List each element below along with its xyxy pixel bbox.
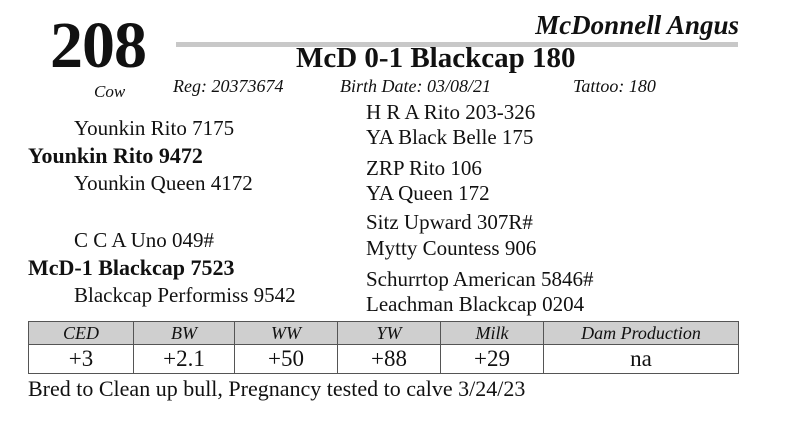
tattoo: Tattoo: 180 — [573, 76, 656, 96]
epd-header-ww: WW — [235, 322, 338, 345]
pedigree-dss: Sitz Upward 307R# — [366, 210, 533, 234]
sex-label: Cow — [94, 82, 126, 101]
pedigree-ssd: YA Black Belle 175 — [366, 125, 534, 149]
epd-header-milk: Milk — [441, 322, 544, 345]
epd-header-ced: CED — [29, 322, 134, 345]
epd-value-row — [29, 345, 739, 374]
pedigree-dam-sire: C C A Uno 049# — [74, 228, 215, 252]
pedigree-dsd: Mytty Countess 906 — [366, 236, 537, 260]
epd-header-dam-production: Dam Production — [544, 322, 739, 345]
epd-header-bw: BW — [134, 322, 235, 345]
epd-table — [28, 321, 739, 374]
epd-value-bw: +2.1 — [134, 345, 235, 374]
epd-value-ww: +50 — [235, 345, 338, 374]
registration-number: Reg: 20373674 — [173, 76, 284, 96]
epd-value-ced: +3 — [29, 345, 134, 374]
epd-header-row — [29, 322, 739, 345]
epd-value-dam-production: na — [544, 345, 739, 374]
lot-number: 208 — [50, 9, 146, 82]
breeder-name: McDonnell Angus — [535, 10, 739, 40]
pedigree-ddd: Leachman Blackcap 0204 — [366, 292, 585, 316]
pedigree-sire-sire: Younkin Rito 7175 — [74, 116, 235, 140]
epd-header-yw: YW — [338, 322, 441, 345]
animal-name: McD 0-1 Blackcap 180 — [296, 42, 576, 74]
pedigree-sdd: YA Queen 172 — [366, 181, 490, 205]
birth-date: Birth Date: 03/08/21 — [340, 76, 491, 96]
pedigree-dam: McD-1 Blackcap 7523 — [28, 255, 235, 280]
pedigree-sds: ZRP Rito 106 — [366, 156, 482, 180]
pedigree-sire-dam: Younkin Queen 4172 — [74, 171, 253, 195]
breeding-note: Bred to Clean up bull, Pregnancy tested to calve 3/24/23 — [28, 376, 526, 401]
pedigree-dds: Schurrtop American 5846# — [366, 267, 594, 291]
epd-value-milk: +29 — [441, 345, 544, 374]
pedigree-sire: Younkin Rito 9472 — [28, 143, 203, 168]
pedigree-sss: H R A Rito 203-326 — [366, 100, 536, 124]
epd-value-yw: +88 — [338, 345, 441, 374]
pedigree-dam-dam: Blackcap Performiss 9542 — [74, 283, 296, 307]
